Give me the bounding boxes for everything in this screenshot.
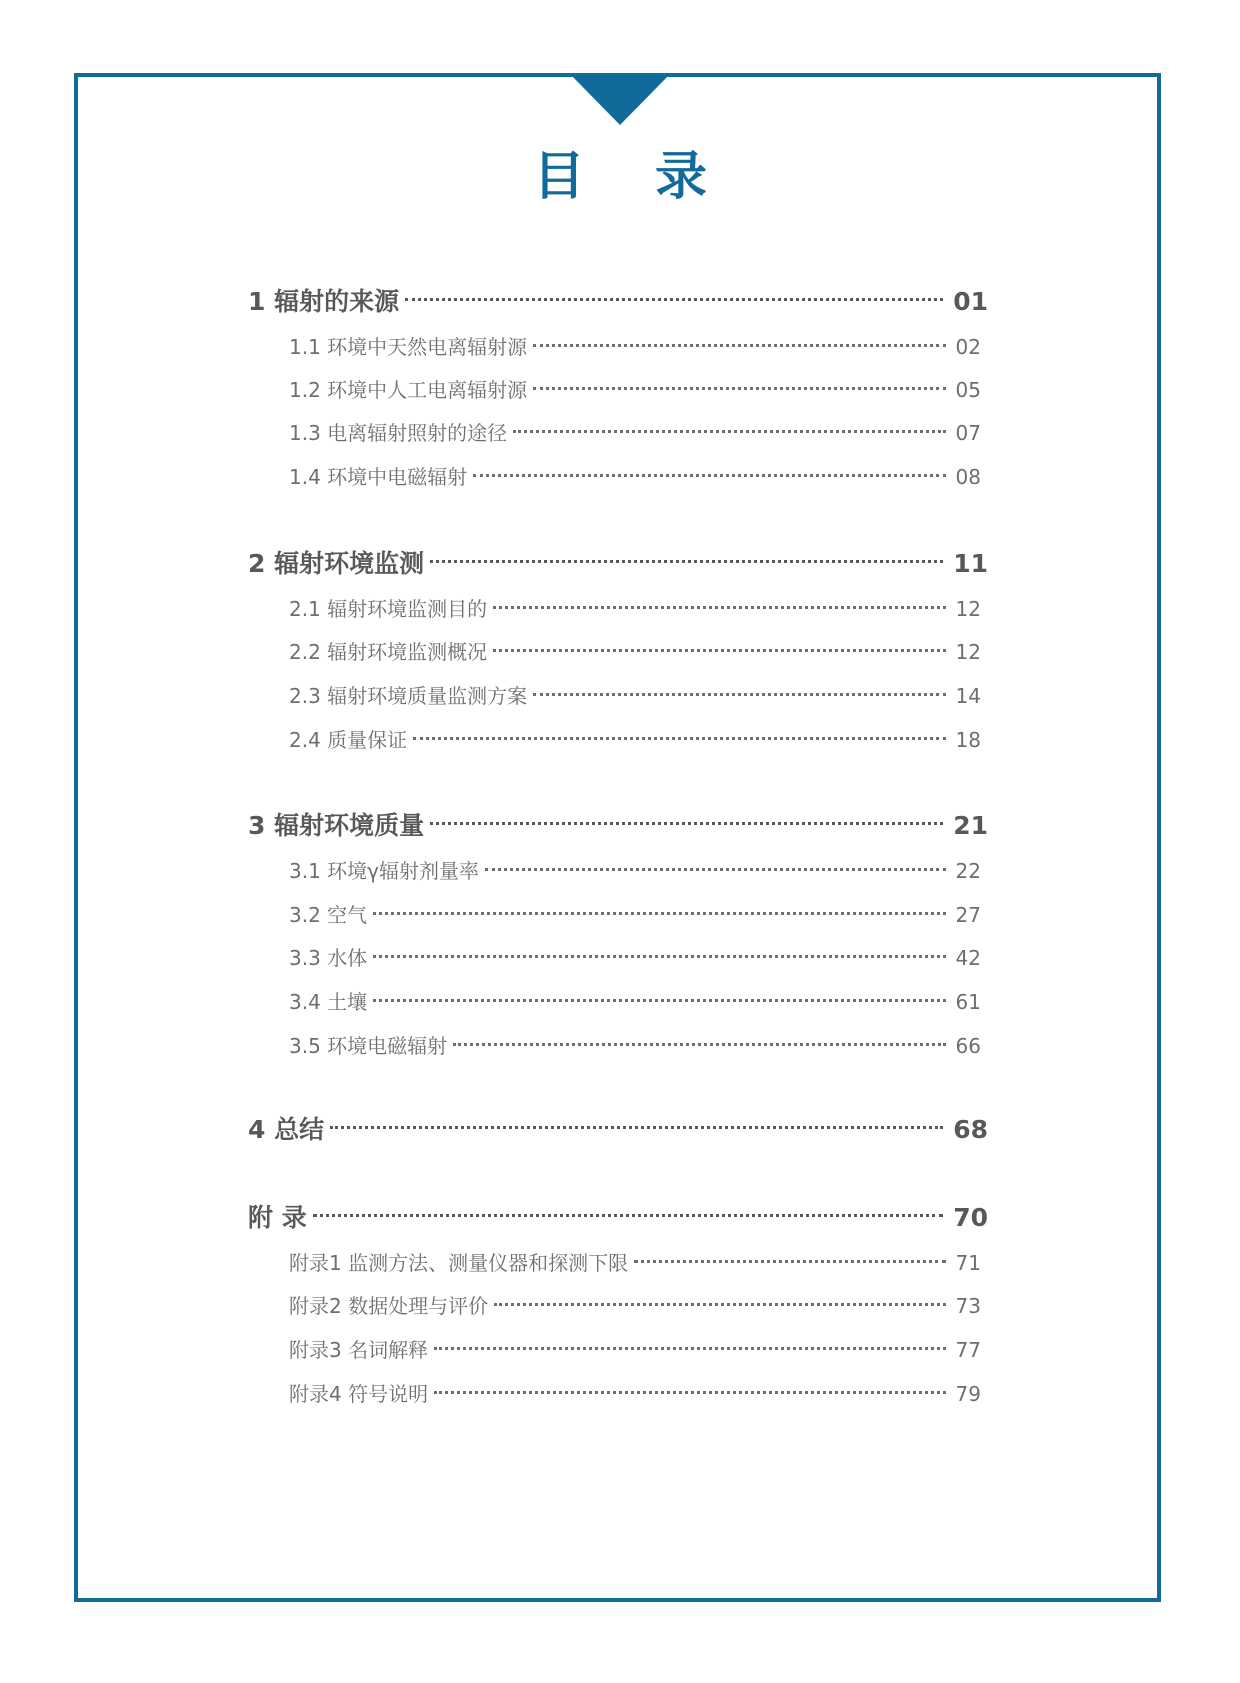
toc-entry-label: 附 录 <box>248 1203 307 1232</box>
toc-entry-label: 1 辐射的来源 <box>248 287 400 316</box>
dot-leader <box>494 1303 945 1306</box>
toc-appendix[interactable] <box>248 1200 988 1236</box>
toc-page-number: 07 <box>955 421 981 445</box>
dot-leader <box>485 868 946 871</box>
toc-page-number: 11 <box>953 549 988 578</box>
toc-section-1-4[interactable] <box>289 462 981 492</box>
dot-leader <box>634 1260 945 1263</box>
dot-leader <box>430 822 943 825</box>
toc-section-2-2[interactable] <box>289 637 981 667</box>
toc-page-number: 42 <box>955 946 981 970</box>
dot-leader <box>533 344 945 347</box>
dot-leader <box>493 606 945 609</box>
toc-page-number: 68 <box>953 1115 988 1144</box>
toc-section-3-2[interactable] <box>289 900 981 930</box>
toc-page-number: 21 <box>953 811 988 840</box>
toc-chapter-2[interactable] <box>248 546 988 582</box>
toc-entry-label: 附录3 名词解释 <box>289 1338 429 1362</box>
toc-page-number: 14 <box>955 684 981 708</box>
toc-page-number: 27 <box>955 903 981 927</box>
toc-section-2-4[interactable] <box>289 725 981 755</box>
toc-chapter-4[interactable] <box>248 1112 988 1148</box>
toc-page-number: 12 <box>955 597 981 621</box>
toc-appendix-3[interactable] <box>289 1335 981 1365</box>
toc-section-1-1[interactable] <box>289 332 981 362</box>
toc-page-number: 02 <box>955 335 981 359</box>
toc-page-number: 77 <box>955 1338 981 1362</box>
toc-entry-label: 3.2 空气 <box>289 903 368 927</box>
dot-leader <box>513 430 945 433</box>
toc-chapter-1[interactable] <box>248 284 988 320</box>
toc-section-2-3[interactable] <box>289 681 981 711</box>
toc-entry-label: 2.3 辐射环境质量监测方案 <box>289 684 528 708</box>
toc-page-number: 71 <box>955 1251 981 1275</box>
toc-entry-label: 4 总结 <box>248 1115 325 1144</box>
toc-entry-label: 3.1 环境γ辐射剂量率 <box>289 859 479 883</box>
dot-leader <box>373 912 945 915</box>
dot-leader <box>533 387 945 390</box>
toc-page-number: 18 <box>955 728 981 752</box>
toc-page-number: 08 <box>955 465 981 489</box>
toc-page-number: 73 <box>955 1294 981 1318</box>
toc-entry-label: 2.2 辐射环境监测概况 <box>289 640 488 664</box>
toc-section-3-4[interactable] <box>289 987 981 1017</box>
toc-entry-label: 3.4 土壤 <box>289 990 368 1014</box>
toc-section-2-1[interactable] <box>289 594 981 624</box>
dot-leader <box>473 474 945 477</box>
toc-entry-label: 3.3 水体 <box>289 946 368 970</box>
toc-section-1-2[interactable] <box>289 375 981 405</box>
dot-leader <box>434 1391 945 1394</box>
dot-leader <box>434 1347 945 1350</box>
dot-leader <box>430 560 943 563</box>
toc-page-number: 12 <box>955 640 981 664</box>
dot-leader <box>373 955 945 958</box>
toc-chapter-3[interactable] <box>248 808 988 844</box>
toc-page-number: 05 <box>955 378 981 402</box>
toc-entry-label: 1.2 环境中人工电离辐射源 <box>289 378 528 402</box>
dot-leader <box>330 1126 943 1129</box>
dot-leader <box>533 693 945 696</box>
toc-entry-label: 3 辐射环境质量 <box>248 811 425 840</box>
toc-page-number: 70 <box>953 1203 988 1232</box>
dot-leader <box>453 1043 945 1046</box>
dot-leader <box>413 737 945 740</box>
dot-leader <box>405 298 943 301</box>
toc-entry-label: 1.1 环境中天然电离辐射源 <box>289 335 528 359</box>
dot-leader <box>493 649 945 652</box>
toc-appendix-2[interactable] <box>289 1291 981 1321</box>
toc-page-number: 22 <box>955 859 981 883</box>
toc-section-1-3[interactable] <box>289 418 981 448</box>
page-title: 目 录 <box>532 147 734 207</box>
toc-entry-label: 1.3 电离辐射照射的途径 <box>289 421 508 445</box>
toc-section-3-5[interactable] <box>289 1031 981 1061</box>
toc-entry-label: 附录1 监测方法、测量仪器和探测下限 <box>289 1251 629 1275</box>
dot-leader <box>313 1214 943 1217</box>
toc-entry-label: 3.5 环境电磁辐射 <box>289 1034 448 1058</box>
toc-appendix-1[interactable] <box>289 1248 981 1278</box>
toc-entry-label: 附录2 数据处理与评价 <box>289 1294 489 1318</box>
toc-entry-label: 附录4 符号说明 <box>289 1382 429 1406</box>
toc-appendix-4[interactable] <box>289 1379 981 1409</box>
toc-page-number: 66 <box>955 1034 981 1058</box>
toc-entry-label: 2.1 辐射环境监测目的 <box>289 597 488 621</box>
toc-page-number: 01 <box>953 287 988 316</box>
toc-entry-label: 2 辐射环境监测 <box>248 549 425 578</box>
toc-page-number: 79 <box>955 1382 981 1406</box>
toc-entry-label: 1.4 环境中电磁辐射 <box>289 465 468 489</box>
toc-section-3-3[interactable] <box>289 943 981 973</box>
toc-page-number: 61 <box>955 990 981 1014</box>
toc-section-3-1[interactable] <box>289 856 981 886</box>
toc-entry-label: 2.4 质量保证 <box>289 728 408 752</box>
dot-leader <box>373 999 945 1002</box>
